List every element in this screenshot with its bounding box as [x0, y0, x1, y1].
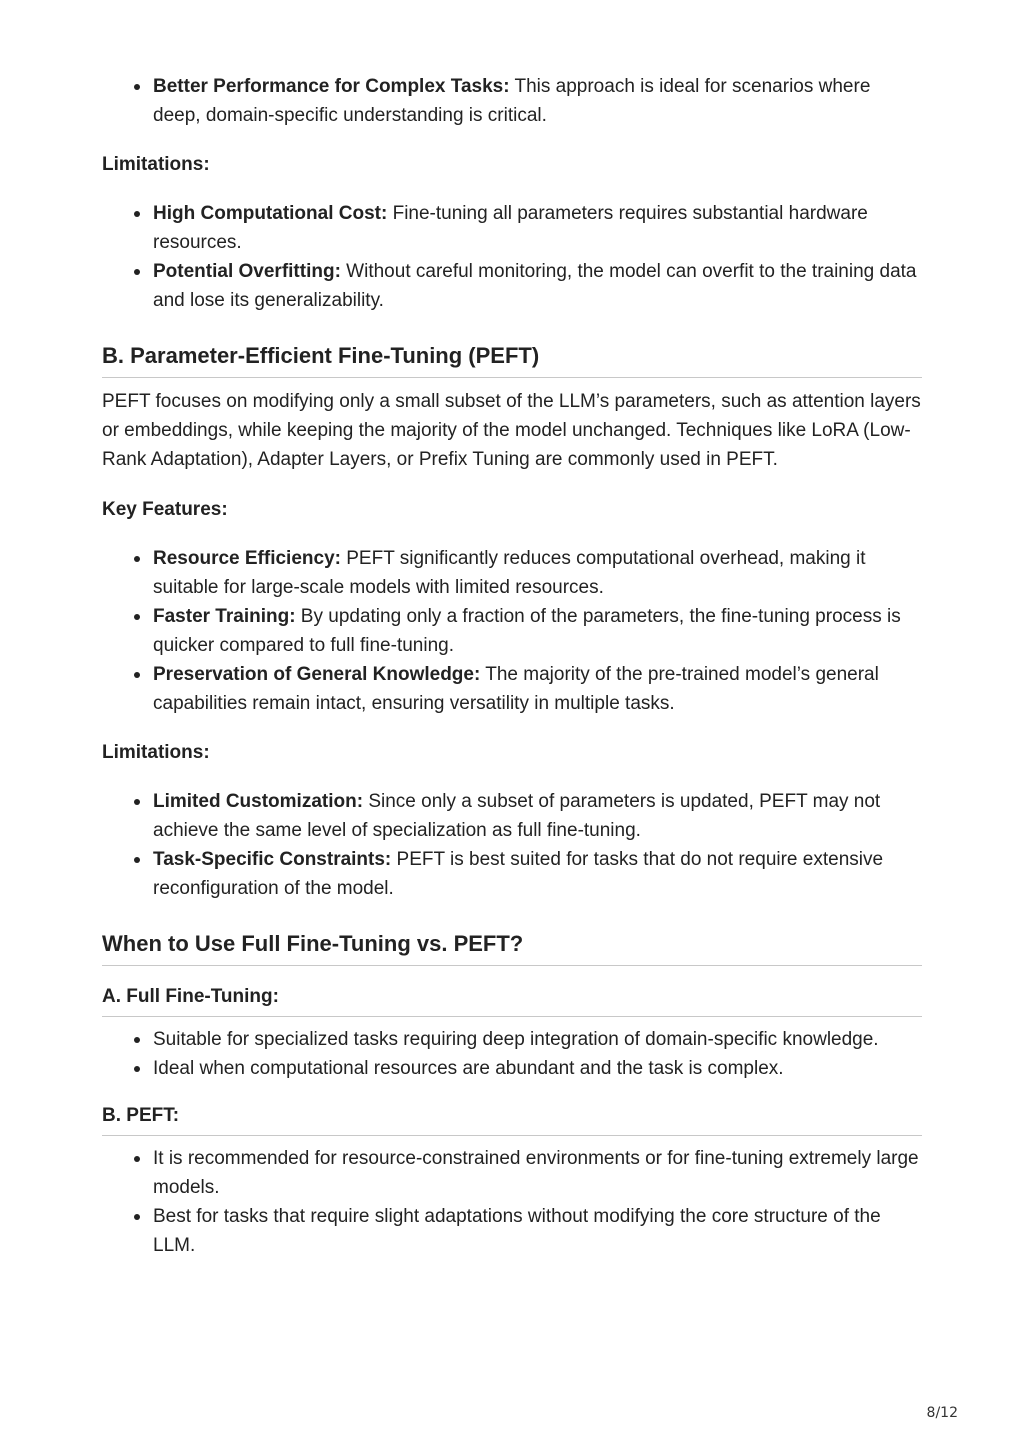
- list-item: [102, 660, 922, 718]
- peft-paragraph: PEFT focuses on modifying only a small subset of the LLM’s parameters, such as attention layers or embeddings, while keeping the majority of the model unchanged. Techniques like LoRA (Low-Rank Adaptation), Adapter Layers, or Prefix Tuning are commonly used in PEFT.: [102, 391, 921, 470]
- list-item: [102, 72, 922, 130]
- document-page: [102, 70, 922, 1260]
- page-number: 8/12: [926, 1405, 958, 1421]
- item-text: PEFT is best suited for tasks that do not require extensive reconfiguration of the model.: [153, 849, 884, 899]
- list-item: [102, 1144, 922, 1202]
- item-title: Preservation of General Knowledge:: [153, 664, 481, 685]
- list-item: [102, 199, 922, 257]
- bullet-icon: [134, 1156, 140, 1162]
- bullet-icon: [134, 1214, 140, 1220]
- item-text: Ideal when computational resources are abundant and the task is complex.: [153, 1058, 784, 1079]
- list-item: [102, 1202, 922, 1260]
- item-title: Better Performance for Complex Tasks:: [153, 76, 510, 97]
- peft-use-list: [102, 1144, 922, 1260]
- list-item: [102, 787, 922, 845]
- bullet-icon: [134, 672, 140, 678]
- section-heading-when-to-use: When to Use Full Fine-Tuning vs. PEFT?: [102, 929, 922, 966]
- item-text: The majority of the pre-trained model’s general capabilities remain intact, ensuring versatility in multiple tasks.: [153, 664, 879, 714]
- item-text: Best for tasks that require slight adaptations without modifying the core structure of the LLM.: [153, 1206, 881, 1256]
- bullet-icon: [134, 857, 140, 863]
- item-title: High Computational Cost:: [153, 203, 388, 224]
- item-title: Resource Efficiency:: [153, 548, 341, 569]
- section-heading-peft: B. Parameter-Efficient Fine-Tuning (PEFT): [102, 341, 922, 378]
- subheading-full-fine-tuning: A. Full Fine-Tuning:: [102, 984, 922, 1017]
- bullet-icon: [134, 556, 140, 562]
- bullet-icon: [134, 84, 140, 90]
- bullet-icon: [134, 799, 140, 805]
- list-item: [102, 257, 922, 315]
- item-text: This approach is ideal for scenarios where deep, domain-specific understanding is critical.: [153, 76, 871, 126]
- list-item: [102, 1054, 922, 1083]
- item-text: By updating only a fraction of the parameters, the fine-tuning process is quicker compared to full fine-tuning.: [153, 606, 901, 656]
- list-item: [102, 602, 922, 660]
- item-title: Limited Customization:: [153, 791, 364, 812]
- limitations-label: Limitations:: [102, 154, 210, 175]
- key-features-label: Key Features:: [102, 499, 228, 520]
- key-features-list: [102, 544, 922, 718]
- list-item: [102, 845, 922, 903]
- item-title: Faster Training:: [153, 606, 296, 627]
- item-text: Without careful monitoring, the model can overfit to the training data and lose its generalizability.: [153, 261, 917, 311]
- bullet-icon: [134, 1066, 140, 1072]
- peft-limitations-label: Limitations:: [102, 742, 210, 763]
- subheading-peft: B. PEFT:: [102, 1103, 922, 1136]
- item-text: PEFT significantly reduces computational overhead, making it suitable for large-scale models with limited resources.: [153, 548, 866, 598]
- bullet-icon: [134, 269, 140, 275]
- bullet-icon: [134, 614, 140, 620]
- bullet-icon: [134, 1037, 140, 1043]
- item-text: Since only a subset of parameters is updated, PEFT may not achieve the same level of specialization as full fine-tuning.: [153, 791, 881, 841]
- advantages-list: [102, 72, 922, 130]
- list-item: [102, 544, 922, 602]
- item-text: Suitable for specialized tasks requiring deep integration of domain-specific knowledge.: [153, 1029, 879, 1050]
- item-title: Task-Specific Constraints:: [153, 849, 392, 870]
- bullet-icon: [134, 211, 140, 217]
- limitations-list: [102, 199, 922, 315]
- list-item: [102, 1025, 922, 1054]
- item-title: Potential Overfitting:: [153, 261, 341, 282]
- full-fine-tuning-list: [102, 1025, 922, 1083]
- item-text: Fine-tuning all parameters requires substantial hardware resources.: [153, 203, 868, 253]
- peft-limitations-list: [102, 787, 922, 903]
- item-text: It is recommended for resource-constrained environments or for fine-tuning extremely large models.: [153, 1148, 919, 1198]
